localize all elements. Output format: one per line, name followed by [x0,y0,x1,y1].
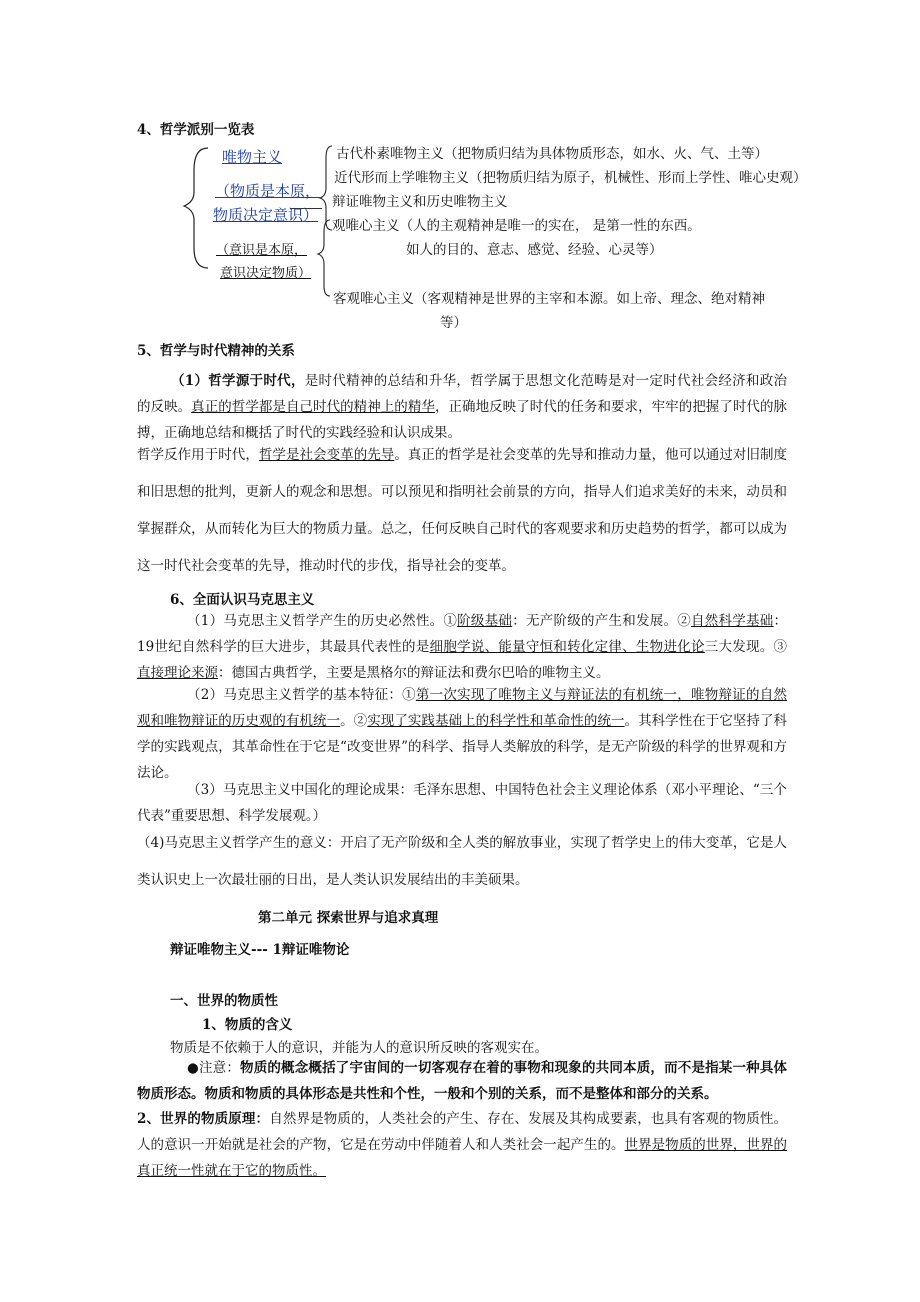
underlined-text: 阶级基础 [457,613,513,629]
text-run: 哲学反作用于时代， [137,447,259,463]
materialism-note-line1: （物质是本原， [215,182,321,200]
section-6-paragraph-1 [137,608,787,686]
note-text: 物质的概念概括了宇宙间的一切客观存在着的事物和现象的共同本质，而不是指某一种具体物质形态。物质和物质的具体形态是共性和个性，一般和个别的关系，而不是整体和部分的关系。 [137,1060,788,1102]
idealism-brace [318,220,330,296]
text-run: 自然界是物质的，人类社会的产生、存在、发展及其构成要素，也具有客观的物质性。人的意识一开始就是社会的产物，它是在劳动中伴随着人和人类社会一起产生的。 [137,1111,787,1153]
section-4-heading: 4、哲学派别一览表 [137,122,255,138]
underlined-text: 世界是物质的世界，世界的真正统一性就在于它的物质性。 [137,1137,787,1179]
materialism-note-line2: 物质决定意识） [213,206,319,224]
unit-2-subtitle: 辩证唯物主义--- 1辩证唯物论 [170,942,350,958]
materialism-label: 唯物主义 [222,148,283,166]
text-run: （2）马克思主义哲学的基本特征：① [187,687,416,703]
school-subjective-idealism-cont: 如人的目的、意志、感觉、经验、心灵等） [406,242,663,258]
school-ancient-materialism: 古代朴素唯物主义（把物质归结为具体物质形态，如水、火、气、土等） [336,146,768,162]
section-6-paragraph-2 [137,682,787,786]
section-6-heading: 6、全面认识马克思主义 [170,592,315,608]
underlined-text: 实现了实践基础上的科学性和革命性的统一 [367,713,625,729]
school-metaphysical-materialism: 近代形而上学唯物主义（把物质归结为原子，机械性、形而上学性、唯心史观） [334,170,807,186]
underlined-text: 真正的哲学都是自己时代的精神上的精华 [191,399,435,415]
section-5-paragraph-1 [137,368,787,446]
heading-world-materiality: 一、世界的物质性 [170,993,278,1009]
text-run: 。② [340,713,368,729]
underlined-text: 直接理论来源 [137,665,218,681]
bullet-icon: ● [187,1060,199,1076]
school-objective-idealism-cont: 等） [440,315,467,331]
note-paragraph [137,1055,787,1107]
matter-definition: 物质是不依赖于人的意识，并能为人的意识所反映的客观实在。 [170,1040,548,1056]
note-label: 注意： [198,1060,241,1076]
idealism-note-line2: 意识决定物质） [220,266,312,281]
section-5-paragraph-2 [137,437,787,585]
underlined-text: 第一次实现了唯物主义与辩证法的有机统一，唯物辩证的自然观和唯物辩证的历史观的有机统一 [137,687,787,729]
underlined-text: 自然科学基础 [690,613,774,629]
text-run: 三大发现。③ [704,639,788,655]
text-run: 。真正的哲学是社会变革的先导和推动力量，他可以通过对旧制度和旧思想的批判，更新人的观念和思想。可以预见和指明社会前景的方向，指导人们追求美好的未来，动员和掌握群众，从而转化为巨大的物质力量。总之，任何反映自己时代的客观要求和历史趋势的哲学，都可以成为这一时代社会变革的先导，推动时代的步伐，指导社会的变革。 [137,447,788,574]
text-run: ：19世纪自然科学的巨大进步，其最具代表性的是 [137,613,788,655]
text-run: 是时代精神的总结和升华，哲学属于思想文化范畴是对一定时代社会经济和政治的反映。 [137,373,787,415]
school-objective-idealism: 客观唯心主义（客观精神是世界的主宰和本源。如上帝、理念、绝对精神 [333,291,765,307]
text-run: ：德国古典哲学，主要是黑格尔的辩证法和费尔巴哈的唯物主义。 [218,665,610,681]
text-run: （1）马克思主义哲学产生的历史必然性。① [187,613,458,629]
underlined-text: 哲学是社会变革的先导 [258,447,395,463]
school-dialectical-materialism: 辩证唯物主义和历史唯物主义 [332,194,508,210]
section-6-paragraph-3: （3）马克思主义中国化的理论成果：毛泽东思想、中国特色社会主义理论体系（邓小平理论、“三个代表”重要思想、科学发展观。） [137,782,787,824]
materialism-brace [320,146,332,230]
para-lead: （1）哲学源于时代， [171,373,305,389]
text-run: 。其科学性在于它坚持了科学的实践观点，其革命性在于它是“改变世界”的科学、指导人类解放的科学，是无产阶级的科学的世界观和方法论。 [137,713,788,781]
unit-2-title: 第二单元 探索世界与追求真理 [258,910,439,926]
world-material-principle-paragraph [137,1106,787,1184]
heading-matter-meaning: 1、物质的含义 [202,1017,293,1033]
text-run: ，正确地反映了时代的任务和要求，牢牢的把握了时代的脉搏，正确地总结和概括了时代的实践经验和认识成果。 [137,399,788,441]
section-6-paragraph-4: （4)马克思主义哲学产生的意义：开启了无产阶级和全人类的解放事业，实现了哲学史上的伟大变革，它是人类认识史上一次最壮丽的日出，是人类认识发展结出的丰美硕果。 [137,835,787,888]
section-5-heading: 5、哲学与时代精神的关系 [137,343,295,359]
underlined-text: 细胞学说、能量守恒和转化定律、生物进化论 [429,639,705,655]
principle-heading: 2、世界的物质原理： [137,1111,270,1127]
school-subjective-idealism: 观唯心主义（人的主观精神是唯一的实在， 是第一性的东西。 [332,218,701,234]
left-brace [184,148,208,268]
text-run: ：无产阶级的产生和发展。② [512,613,691,629]
idealism-note-line1: （意识是本原， [216,243,308,258]
